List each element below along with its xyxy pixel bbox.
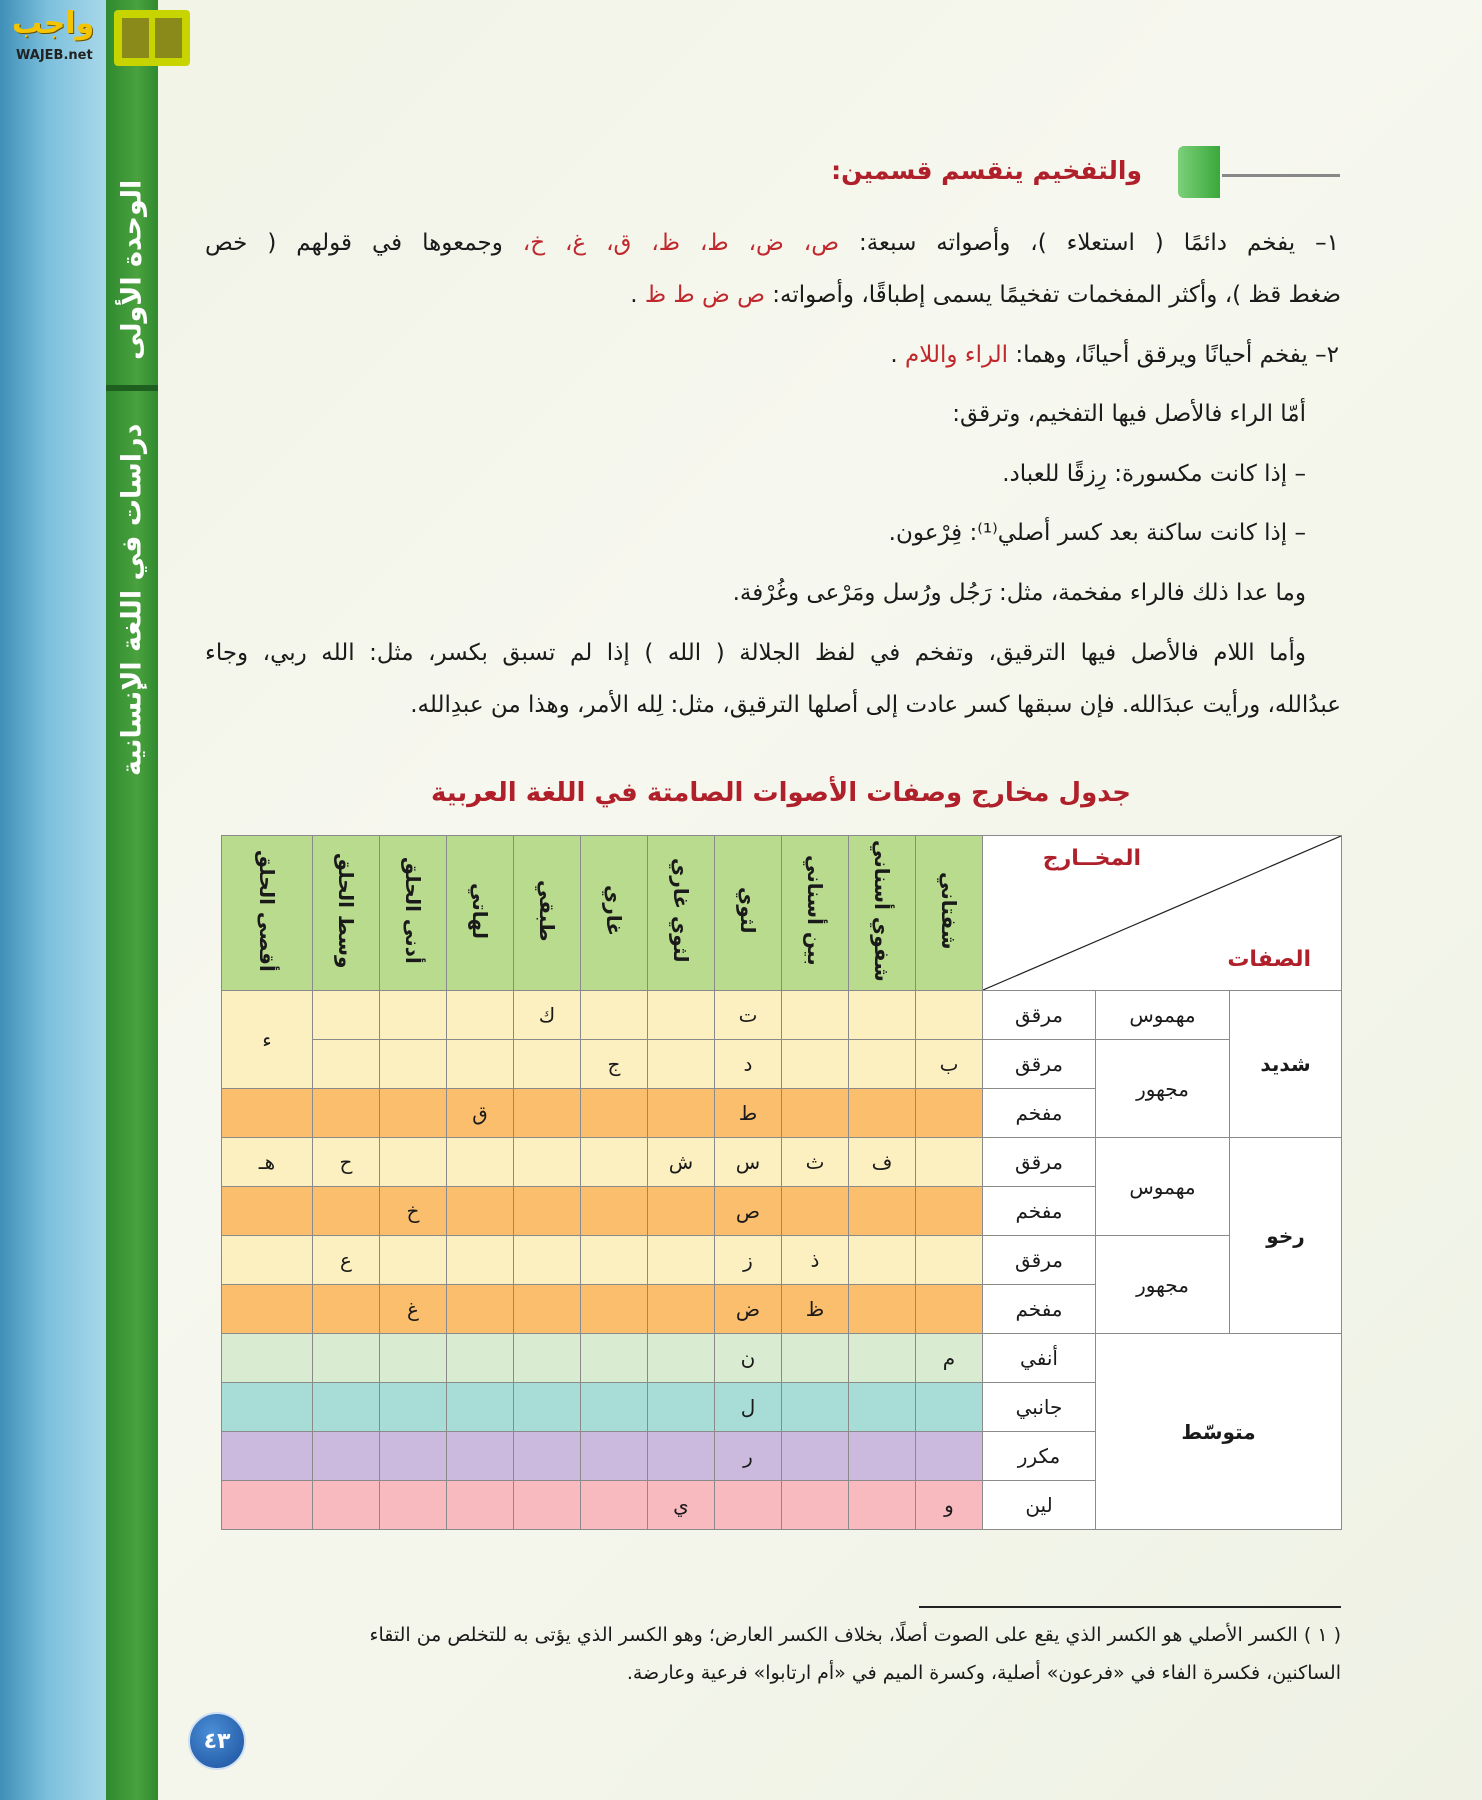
corner-label-sifat: الصفات xyxy=(1227,947,1312,972)
letter-cell xyxy=(916,1187,983,1236)
letter-cell xyxy=(648,1089,715,1138)
letter-cell xyxy=(849,1285,916,1334)
quality-cell: مرقق xyxy=(983,991,1096,1040)
letter-cell: ح xyxy=(313,1138,380,1187)
paragraph-line-3 xyxy=(890,342,1339,368)
letter-cell xyxy=(380,1236,447,1285)
letter-cell: ص xyxy=(715,1187,782,1236)
letter-cell xyxy=(380,1481,447,1530)
letter-cell xyxy=(782,1187,849,1236)
voice-cell: مهموس xyxy=(1096,1138,1230,1236)
letter-cell xyxy=(313,1040,380,1089)
column-header xyxy=(782,836,849,991)
letter-cell xyxy=(222,1432,313,1481)
letter-cell xyxy=(581,1236,648,1285)
text: ضغط قظ )، وأكثر المفخمات تفخيمًا يسمى إطباقًا، وأصواته: xyxy=(764,282,1341,308)
quality-cell: لين xyxy=(983,1481,1096,1530)
letter-cell xyxy=(648,1187,715,1236)
footnote-line-2: الساكنين، فكسرة الفاء في «فرعون» أصلية، وكسرة الميم في «أم ارتابوا» فرعية وعارضة. xyxy=(626,1662,1341,1684)
quality-cell: مفخم xyxy=(983,1285,1096,1334)
unit-label: الوحدة الأولى xyxy=(116,179,148,361)
letter-cell: ز xyxy=(715,1236,782,1285)
table-row xyxy=(222,1040,1342,1089)
letter-cell xyxy=(782,1383,849,1432)
letter-cell: م xyxy=(916,1334,983,1383)
letter-cell xyxy=(648,1334,715,1383)
paragraph-line-6: – إذا كانت ساكنة بعد كسر أصلي⁽¹⁾: فِرْعون. xyxy=(888,520,1306,546)
quality-cell: مرقق xyxy=(983,1040,1096,1089)
quality-cell: مرقق xyxy=(983,1138,1096,1187)
letter-cell xyxy=(313,991,380,1040)
letter-cell xyxy=(447,1383,514,1432)
letter-cell: ظ xyxy=(782,1285,849,1334)
letter-cell xyxy=(849,1236,916,1285)
letter-cell xyxy=(447,1432,514,1481)
letter-cell xyxy=(380,1138,447,1187)
table-title: جدول مخارج وصفات الأصوات الصامتة في اللغة العربية xyxy=(430,778,1132,808)
letter-cell xyxy=(514,1481,581,1530)
letter-cell: ش xyxy=(648,1138,715,1187)
letter-cell xyxy=(581,1432,648,1481)
letter-cell xyxy=(380,1383,447,1432)
paragraph-line-5: – إذا كانت مكسورة: رِزقًا للعباد. xyxy=(1002,461,1306,487)
letter-cell: ن xyxy=(715,1334,782,1383)
letter-cell xyxy=(849,1040,916,1089)
letter-cell xyxy=(849,1089,916,1138)
letter-cell xyxy=(648,1236,715,1285)
letter-cell xyxy=(222,1089,313,1138)
voice-cell: مجهور xyxy=(1096,1040,1230,1138)
text: ١– يفخم دائمًا ( استعلاء )، وأصواته سبعة: xyxy=(839,230,1339,256)
column-header-label: بين أسناني xyxy=(803,855,827,966)
letter-cell xyxy=(581,1138,648,1187)
logo-word: واجب xyxy=(12,6,95,41)
heading-rule xyxy=(1222,174,1340,177)
section-heading: والتفخيم ينقسم قسمين: xyxy=(831,156,1142,185)
letter-cell: ط xyxy=(715,1089,782,1138)
letter-cell: ل xyxy=(715,1383,782,1432)
letter-cell xyxy=(849,1432,916,1481)
letter-cell: خ xyxy=(380,1187,447,1236)
letter-cell xyxy=(648,1040,715,1089)
text: ٢– يفخم أحيانًا ويرقق أحيانًا، وهما: xyxy=(1008,342,1339,368)
letter-cell xyxy=(380,1432,447,1481)
letter-cell xyxy=(447,1285,514,1334)
category-cell: شديد xyxy=(1230,991,1342,1138)
column-header xyxy=(581,836,648,991)
letter-cell xyxy=(916,991,983,1040)
highlight-text: الراء واللام xyxy=(904,342,1009,368)
letter-cell xyxy=(581,1481,648,1530)
quality-cell: مفخم xyxy=(983,1089,1096,1138)
letter-cell: ت xyxy=(715,991,782,1040)
letter-cell xyxy=(648,1383,715,1432)
letter-cell xyxy=(222,1383,313,1432)
paragraph-line-7: وما عدا ذلك فالراء مفخمة، مثل: رَجُل ورُسل ومَرْعى وغُرْفة. xyxy=(732,580,1306,606)
letter-cell xyxy=(447,1187,514,1236)
letter-cell xyxy=(514,1383,581,1432)
table-row xyxy=(222,1236,1342,1285)
page-number: ٤٣ xyxy=(188,1712,246,1770)
letter-cell xyxy=(514,1236,581,1285)
letter-cell xyxy=(313,1481,380,1530)
letter-cell xyxy=(447,1138,514,1187)
side-photo-strip xyxy=(0,0,106,1800)
column-header xyxy=(222,836,313,991)
text: وجمعوها في قولهم ( خص xyxy=(205,230,523,256)
column-header xyxy=(849,836,916,991)
letter-cell xyxy=(648,991,715,1040)
table-row xyxy=(222,1334,1342,1383)
letter-cell xyxy=(849,1481,916,1530)
letter-cell xyxy=(581,1383,648,1432)
column-header xyxy=(916,836,983,991)
letter-cell xyxy=(581,991,648,1040)
letter-cell: ج xyxy=(581,1040,648,1089)
letter-cell xyxy=(514,1432,581,1481)
column-header xyxy=(648,836,715,991)
column-header-label: غاري xyxy=(602,884,626,936)
column-header-label: شفتاني xyxy=(937,871,961,950)
letter-cell xyxy=(447,1334,514,1383)
letter-cell xyxy=(222,1236,313,1285)
letter-cell xyxy=(849,991,916,1040)
letter-cell xyxy=(514,1285,581,1334)
letter-cell: و xyxy=(916,1481,983,1530)
letter-cell xyxy=(514,1334,581,1383)
letter-cell: غ xyxy=(380,1285,447,1334)
letter-cell xyxy=(380,1040,447,1089)
quality-cell: مرقق xyxy=(983,1236,1096,1285)
category-cell: رخو xyxy=(1230,1138,1342,1334)
quality-cell: أنفي xyxy=(983,1334,1096,1383)
letter-cell: ع xyxy=(313,1236,380,1285)
book-title: دراسات في اللغة الإنسانية xyxy=(116,423,148,777)
quality-cell: مفخم xyxy=(983,1187,1096,1236)
letter-cell: ي xyxy=(648,1481,715,1530)
column-header-label: لثوي غاري xyxy=(669,858,693,963)
heading-marker-icon xyxy=(1178,146,1220,198)
voice-cell: مهموس xyxy=(1096,991,1230,1040)
letter-cell xyxy=(447,991,514,1040)
column-header-label: لثوي xyxy=(736,887,760,934)
column-header-label: شفوي أسناني xyxy=(870,839,894,982)
letter-cell xyxy=(313,1187,380,1236)
paragraph-line-2 xyxy=(630,282,1341,308)
letter-cell xyxy=(514,1040,581,1089)
category-cell: متوسّط xyxy=(1096,1334,1342,1530)
letter-cell xyxy=(447,1236,514,1285)
voice-cell: مجهور xyxy=(1096,1236,1230,1334)
letter-cell xyxy=(782,1481,849,1530)
letter-cell xyxy=(380,1334,447,1383)
band-divider xyxy=(106,385,158,391)
letter-cell xyxy=(313,1432,380,1481)
letter-cell: ء xyxy=(222,991,313,1089)
letter-cell xyxy=(581,1089,648,1138)
letter-cell: ر xyxy=(715,1432,782,1481)
letter-cell xyxy=(313,1383,380,1432)
letter-cell xyxy=(581,1334,648,1383)
paragraph-line-8: وأما اللام فالأصل فيها الترقيق، وتفخم في لفظ الجلالة ( الله ) إذا لم تسبق بكسر، مثل: الله ربي، وجاء xyxy=(205,640,1306,666)
wajeb-logo[interactable] xyxy=(6,6,190,66)
letter-cell xyxy=(313,1285,380,1334)
letter-cell xyxy=(849,1383,916,1432)
letter-cell xyxy=(916,1432,983,1481)
letter-cell xyxy=(782,991,849,1040)
text: . xyxy=(890,342,905,368)
letter-cell xyxy=(380,1089,447,1138)
letter-cell xyxy=(782,1089,849,1138)
corner-label-makharij: المخــارج xyxy=(1042,846,1142,871)
table-row xyxy=(222,1138,1342,1187)
footnote-rule xyxy=(919,1606,1341,1608)
table-row xyxy=(222,991,1342,1040)
footnote-line-1: ( ١ ) الكسر الأصلي هو الكسر الذي يقع على الصوت أصلًا، بخلاف الكسر العارض؛ وهو الكسر الذي يؤتى به للتخلص من التقاء xyxy=(369,1624,1341,1646)
letter-cell xyxy=(916,1285,983,1334)
letter-cell xyxy=(849,1334,916,1383)
letter-cell xyxy=(782,1432,849,1481)
paragraph-line-9: عبدُالله، ورأيت عبدَالله. فإن سبقها كسر عادت إلى أصلها الترقيق، مثل: لِله الأمر، وهذا من عبدِالله. xyxy=(410,692,1341,718)
letter-cell: ف xyxy=(849,1138,916,1187)
letter-cell xyxy=(916,1138,983,1187)
letter-cell xyxy=(313,1334,380,1383)
paragraph-line-1 xyxy=(205,230,1339,256)
letter-cell xyxy=(514,1187,581,1236)
highlight-text: ص، ض، ط، ظ، ق، غ، خ، xyxy=(522,230,840,256)
table-header-row xyxy=(222,836,1342,991)
text: . xyxy=(630,282,645,308)
letter-cell xyxy=(380,991,447,1040)
column-header xyxy=(715,836,782,991)
paragraph-line-4: أمّا الراء فالأصل فيها التفخيم، وترقق: xyxy=(952,401,1306,427)
letter-cell xyxy=(313,1089,380,1138)
letter-cell xyxy=(222,1285,313,1334)
letter-cell xyxy=(648,1432,715,1481)
letter-cell xyxy=(222,1187,313,1236)
letter-cell: ث xyxy=(782,1138,849,1187)
letter-cell: ض xyxy=(715,1285,782,1334)
letter-cell xyxy=(222,1334,313,1383)
letter-cell: ذ xyxy=(782,1236,849,1285)
letter-cell: ك xyxy=(514,991,581,1040)
letter-cell xyxy=(782,1334,849,1383)
letter-cell: ق xyxy=(447,1089,514,1138)
letter-cell xyxy=(648,1285,715,1334)
letter-cell: هـ xyxy=(222,1138,313,1187)
letter-cell xyxy=(581,1285,648,1334)
letter-cell xyxy=(514,1138,581,1187)
letter-cell: ب xyxy=(916,1040,983,1089)
column-header-label: لهاتي xyxy=(468,882,492,939)
quality-cell: جانبي xyxy=(983,1383,1096,1432)
letter-cell xyxy=(916,1383,983,1432)
letter-cell xyxy=(782,1040,849,1089)
quality-cell: مكرر xyxy=(983,1432,1096,1481)
column-header xyxy=(380,836,447,991)
letter-cell xyxy=(916,1089,983,1138)
letter-cell xyxy=(447,1481,514,1530)
letter-cell xyxy=(514,1089,581,1138)
logo-net: WAJEB.net xyxy=(16,48,93,63)
column-header-label: طبقي xyxy=(535,879,559,942)
column-header-label: وسط الحلق xyxy=(334,852,358,969)
table-corner-cell xyxy=(983,836,1342,991)
letter-cell xyxy=(715,1481,782,1530)
column-header-label: أدنى الحلق xyxy=(401,857,425,964)
letter-cell xyxy=(447,1040,514,1089)
letter-cell xyxy=(581,1187,648,1236)
letter-cell: د xyxy=(715,1040,782,1089)
book-icon xyxy=(114,10,190,66)
highlight-text: ص ض ط ظ xyxy=(644,282,765,308)
column-header-label: أقصى الحلق xyxy=(255,849,279,972)
column-header xyxy=(313,836,380,991)
consonants-table xyxy=(221,835,1342,1530)
letter-cell: س xyxy=(715,1138,782,1187)
letter-cell xyxy=(916,1236,983,1285)
letter-cell xyxy=(849,1187,916,1236)
column-header xyxy=(447,836,514,991)
letter-cell xyxy=(222,1481,313,1530)
column-header xyxy=(514,836,581,991)
